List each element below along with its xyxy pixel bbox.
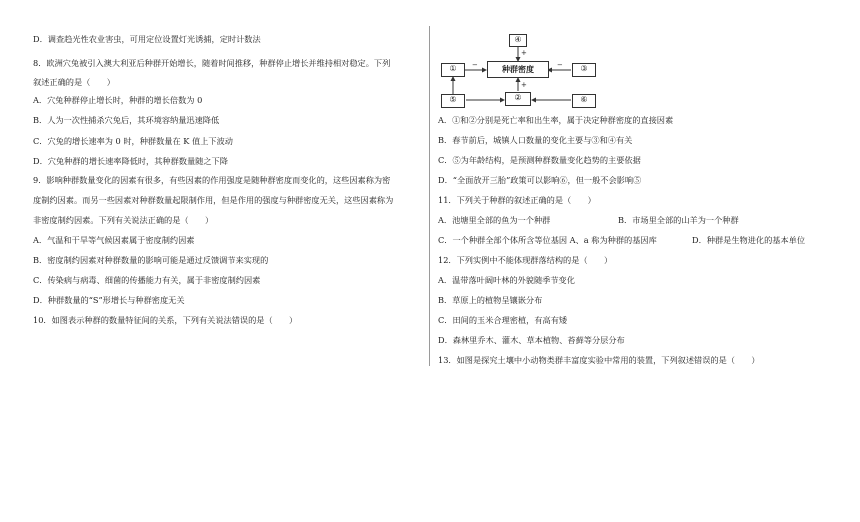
q9-option-b: B．密度制约因素对种群数量的影响可能是通过反馈调节来实现的	[33, 255, 269, 265]
node-2: ②	[505, 92, 531, 106]
q13-stem: 13．如图是探究土壤中小动物类群丰富度实验中常用的装置，下列叙述错误的是（ ）	[438, 355, 760, 365]
q11-option-a: A．池塘里全部的鱼为一个种群	[438, 215, 551, 225]
q8-stem-line-2: 叙述正确的是（ ）	[33, 77, 115, 87]
q11-option-b: B．市场里全部的山羊为一个种群	[618, 215, 739, 225]
q9-stem-line-3: 非密度制约因素。下列有关说法正确的是（ ）	[33, 215, 214, 225]
node-4: ④	[509, 34, 527, 47]
q11-option-d: D．种群是生物进化的基本单位	[692, 235, 806, 245]
column-divider	[429, 26, 430, 366]
q9-stem-line-2: 度制约因素。而另一些因素对种群数量起限制作用，但是作用的强度与种群密度无关，这些因素称为	[33, 195, 394, 205]
q11-stem: 11．下列关于种群的叙述正确的是（ ）	[438, 195, 596, 205]
label-plus-2: +	[521, 81, 527, 89]
node-3: ③	[572, 63, 596, 77]
q12-option-b: B．草原上的植物呈镶嵌分布	[438, 295, 543, 305]
q9-option-d: D．种群数量的“S”形增长与种群密度无关	[33, 295, 185, 305]
label-minus-3: −	[557, 61, 563, 69]
q8-stem-line-1: 8．欧洲穴兔被引入澳大利亚后种群开始增长，随着时间推移，种群停止增长并维持相对稳定。下列	[33, 58, 391, 68]
label-minus-1: −	[472, 61, 478, 69]
q11-option-c: C．一个种群全部个体所含等位基因 A、a 称为种群的基因库	[438, 235, 657, 245]
q9-option-a: A．气温和干旱等气候因素属于密度制约因素	[33, 235, 195, 245]
population-density-diagram	[441, 32, 597, 110]
q10-option-b: B．春节前后，城镇人口数量的变化主要与③和④有关	[438, 135, 633, 145]
q8-option-d: D．穴兔种群的增长速率降低时，其种群数量随之下降	[33, 156, 228, 166]
q8-option-a: A．穴兔种群停止增长时，种群的增长倍数为 0	[33, 95, 203, 105]
node-1: ①	[441, 63, 465, 77]
q12-option-a: A．温带落叶阔叶林的外貌随季节变化	[438, 275, 575, 285]
q9-option-c: C．传染病与病毒、细菌的传播能力有关，属于非密度制约因素	[33, 275, 261, 285]
q10-option-a: A．①和②分别是死亡率和出生率，属于决定种群密度的直接因素	[438, 115, 674, 125]
q12-option-d: D．森林里乔木、灌木、草本植物、苔藓等分层分布	[438, 335, 625, 345]
node-6: ⑥	[572, 94, 596, 108]
q7-option-d: D．调查趋光性农业害虫，可用定位设置灯光诱捕，定时计数法	[33, 34, 261, 44]
q9-stem-line-1: 9．影响种群数量变化的因素有很多，有些因素的作用强度是随种群密度而变化的，这些因素称为密	[33, 175, 391, 185]
node-5: ⑤	[441, 94, 465, 108]
q8-option-b: B．人为一次性捕杀穴兔后，其环境容纳量迅速降低	[33, 115, 220, 125]
q10-stem: 10．如图表示种群的数量特征间的关系，下列有关说法错误的是（ ）	[33, 315, 298, 325]
q12-stem: 12．下列实例中不能体现群落结构的是（ ）	[438, 255, 613, 265]
q12-option-c: C．田间的玉米合理密植，有高有矮	[438, 315, 568, 325]
label-plus-4: +	[521, 49, 527, 57]
q10-option-c: C．⑤为年龄结构，是预测种群数量变化趋势的主要依据	[438, 155, 641, 165]
node-population-density: 种群密度	[487, 61, 549, 78]
q10-option-d: D．“全面放开三胎”政策可以影响⑥，但一般不会影响⑤	[438, 175, 642, 185]
q8-option-c: C．穴兔的增长速率为 0 时，种群数量在 K 值上下波动	[33, 136, 233, 146]
